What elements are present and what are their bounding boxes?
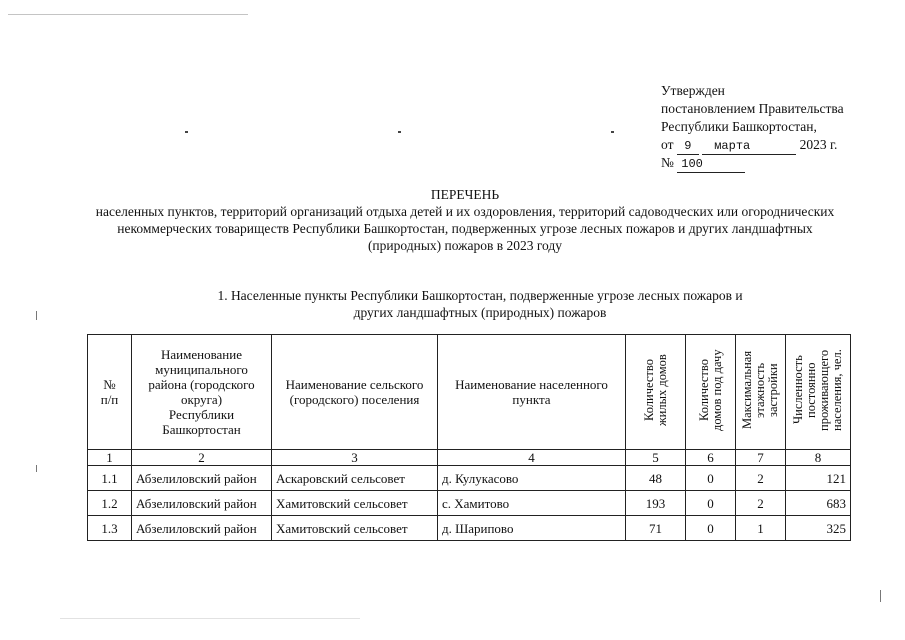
header-cell: Наименование муниципального района (городского округа) Республики Башкортостан xyxy=(132,335,272,450)
approval-line: Республики Башкортостан, xyxy=(661,119,817,134)
locality-name-cell: д. Кулукасово xyxy=(438,466,626,491)
population-cell: 683 xyxy=(786,491,851,516)
row-number-cell: 1.2 xyxy=(88,491,132,516)
column-number: 7 xyxy=(736,450,786,466)
number-value: 100 xyxy=(677,157,745,173)
settlement-council-cell: Хамитовский сельсовет xyxy=(272,516,438,541)
column-number: 5 xyxy=(626,450,686,466)
heading-line: населенных пунктов, территорий организаций отдыха детей и их оздоровления, территорий садоводческих или огороднических xyxy=(95,204,835,219)
max-floors-cell: 2 xyxy=(736,466,786,491)
document-title: ПЕРЕЧЕНЬ xyxy=(430,187,500,202)
header-cell: № п/п xyxy=(88,335,132,450)
residential-houses-cell: 71 xyxy=(626,516,686,541)
header-cell-vertical: Численность постоянно проживающего населения, чел. xyxy=(786,335,851,450)
residential-houses-cell: 48 xyxy=(626,466,686,491)
scan-margin-mark xyxy=(36,465,37,472)
column-number: 2 xyxy=(132,450,272,466)
locality-name-cell: д. Шарипово xyxy=(438,516,626,541)
date-prefix: от xyxy=(661,137,674,152)
header-cell-vertical: Максимальная этажность застройки xyxy=(736,335,786,450)
approval-date xyxy=(661,136,844,154)
scan-edge-line-top xyxy=(8,14,248,15)
approval-line: постановлением Правительства xyxy=(661,101,844,116)
table-header-row xyxy=(88,335,851,450)
dacha-houses-cell: 0 xyxy=(686,466,736,491)
dacha-houses-cell: 0 xyxy=(686,516,736,541)
approval-number xyxy=(661,154,844,172)
column-number: 8 xyxy=(786,450,851,466)
table-row xyxy=(88,491,851,516)
approval-line: Утвержден xyxy=(661,83,725,98)
section-heading xyxy=(120,287,840,321)
scan-dot xyxy=(611,131,614,133)
scan-margin-mark xyxy=(880,590,881,602)
column-number: 6 xyxy=(686,450,736,466)
district-name-cell: Абзелиловский район xyxy=(132,466,272,491)
header-cell-vertical: Количество жилых домов xyxy=(626,335,686,450)
locality-name-cell: с. Хамитово xyxy=(438,491,626,516)
scan-dot xyxy=(185,131,188,133)
section-line: других ландшафтных (природных) пожаров xyxy=(353,305,607,320)
section-line: 1. Населенные пункты Республики Башкортостан, подверженные угрозе лесных пожаров и xyxy=(217,288,743,303)
row-number-cell: 1.1 xyxy=(88,466,132,491)
max-floors-cell: 1 xyxy=(736,516,786,541)
column-number: 1 xyxy=(88,450,132,466)
header-cell-vertical: Количество домов под дачу xyxy=(686,335,736,450)
settlement-council-cell: Аскаровский сельсовет xyxy=(272,466,438,491)
column-number: 4 xyxy=(438,450,626,466)
settlements-table xyxy=(87,334,851,541)
scan-dot xyxy=(398,131,401,133)
residential-houses-cell: 193 xyxy=(626,491,686,516)
header-cell: Наименование сельского (городского) поселения xyxy=(272,335,438,450)
heading-line: (природных) пожаров в 2023 году xyxy=(367,238,563,253)
column-number-row xyxy=(88,450,851,466)
row-number-cell: 1.3 xyxy=(88,516,132,541)
date-month: марта xyxy=(702,139,796,155)
column-number: 3 xyxy=(272,450,438,466)
district-name-cell: Абзелиловский район xyxy=(132,491,272,516)
max-floors-cell: 2 xyxy=(736,491,786,516)
scan-edge-line-bottom xyxy=(60,618,360,619)
date-day: 9 xyxy=(677,139,699,155)
approval-block xyxy=(661,82,844,172)
dacha-houses-cell: 0 xyxy=(686,491,736,516)
heading-line: некоммерческих товариществ Республики Башкортостан, подверженных угрозе лесных пожаров и других ландшафтных xyxy=(117,221,813,236)
scan-margin-mark xyxy=(36,311,37,320)
date-year: 2023 г. xyxy=(799,137,838,152)
population-cell: 325 xyxy=(786,516,851,541)
population-cell: 121 xyxy=(786,466,851,491)
number-prefix: № xyxy=(661,155,674,170)
document-heading xyxy=(70,186,860,254)
district-name-cell: Абзелиловский район xyxy=(132,516,272,541)
settlement-council-cell: Хамитовский сельсовет xyxy=(272,491,438,516)
table-row xyxy=(88,516,851,541)
header-cell: Наименование населенного пункта xyxy=(438,335,626,450)
table-row xyxy=(88,466,851,491)
